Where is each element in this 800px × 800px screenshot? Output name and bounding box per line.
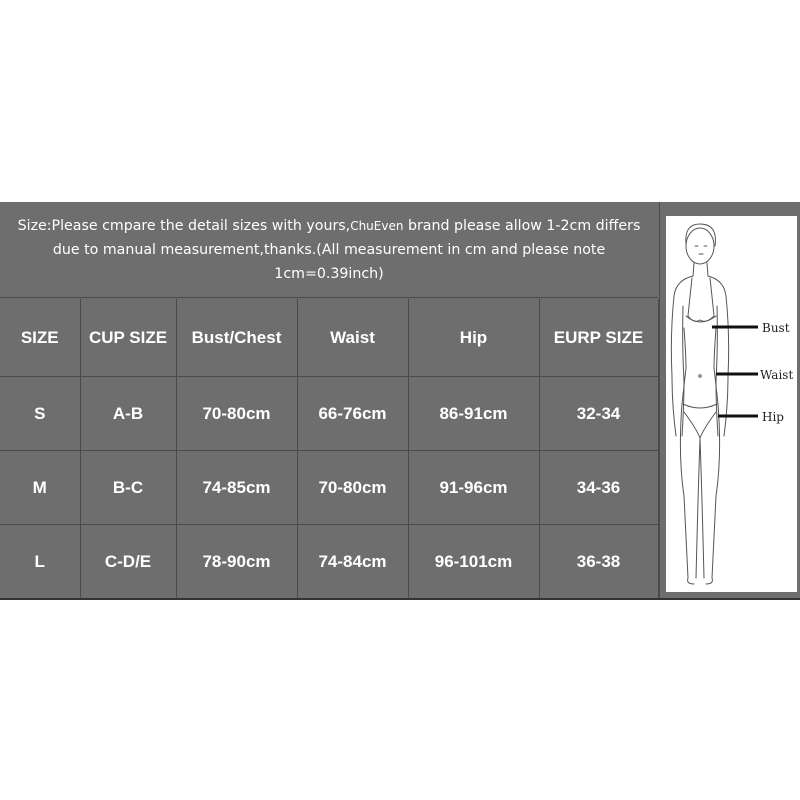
header-size: SIZE xyxy=(0,299,80,377)
note-prefix: Size:Please cmpare the detail sizes with yours, xyxy=(17,217,351,234)
header-bust-chest: Bust/Chest xyxy=(176,299,297,377)
size-table xyxy=(0,299,659,599)
cell-eurp-size: 36-38 xyxy=(539,525,658,599)
cell-hip: 96-101cm xyxy=(408,525,539,599)
body-figure xyxy=(666,216,797,592)
header-cup-size: CUP SIZE xyxy=(80,299,176,377)
note-brand: ChuEven xyxy=(350,218,404,233)
header-eurp-size: EURP SIZE xyxy=(539,299,658,377)
cell-eurp-size: 34-36 xyxy=(539,451,658,525)
table-header-row xyxy=(0,299,658,377)
cell-cup-size: C-D/E xyxy=(80,525,176,599)
cell-waist: 70-80cm xyxy=(297,451,408,525)
cell-waist: 74-84cm xyxy=(297,525,408,599)
bust-label: Bust xyxy=(762,321,790,335)
table-row xyxy=(0,451,658,525)
size-chart xyxy=(0,202,800,600)
note-suffix: brand please allow 1-2cm differs due to manual measurement,thanks.(All measurement in cm and please note 1cm=0.39inch) xyxy=(52,217,641,282)
cell-size: S xyxy=(0,377,80,451)
size-note xyxy=(0,202,658,298)
header-hip: Hip xyxy=(408,299,539,377)
cell-hip: 91-96cm xyxy=(408,451,539,525)
header-waist: Waist xyxy=(297,299,408,377)
cell-cup-size: A-B xyxy=(80,377,176,451)
waist-label: Waist xyxy=(760,368,794,382)
body-measurement-panel xyxy=(659,202,800,600)
cell-size: L xyxy=(0,525,80,599)
cell-eurp-size: 32-34 xyxy=(539,377,658,451)
table-row xyxy=(0,377,658,451)
cell-hip: 86-91cm xyxy=(408,377,539,451)
table-row xyxy=(0,525,658,599)
cell-bust: 78-90cm xyxy=(176,525,297,599)
hip-label: Hip xyxy=(762,410,784,424)
cell-cup-size: B-C xyxy=(80,451,176,525)
cell-bust: 74-85cm xyxy=(176,451,297,525)
cell-size: M xyxy=(0,451,80,525)
cell-bust: 70-80cm xyxy=(176,377,297,451)
body-outline-icon xyxy=(666,216,797,592)
cell-waist: 66-76cm xyxy=(297,377,408,451)
